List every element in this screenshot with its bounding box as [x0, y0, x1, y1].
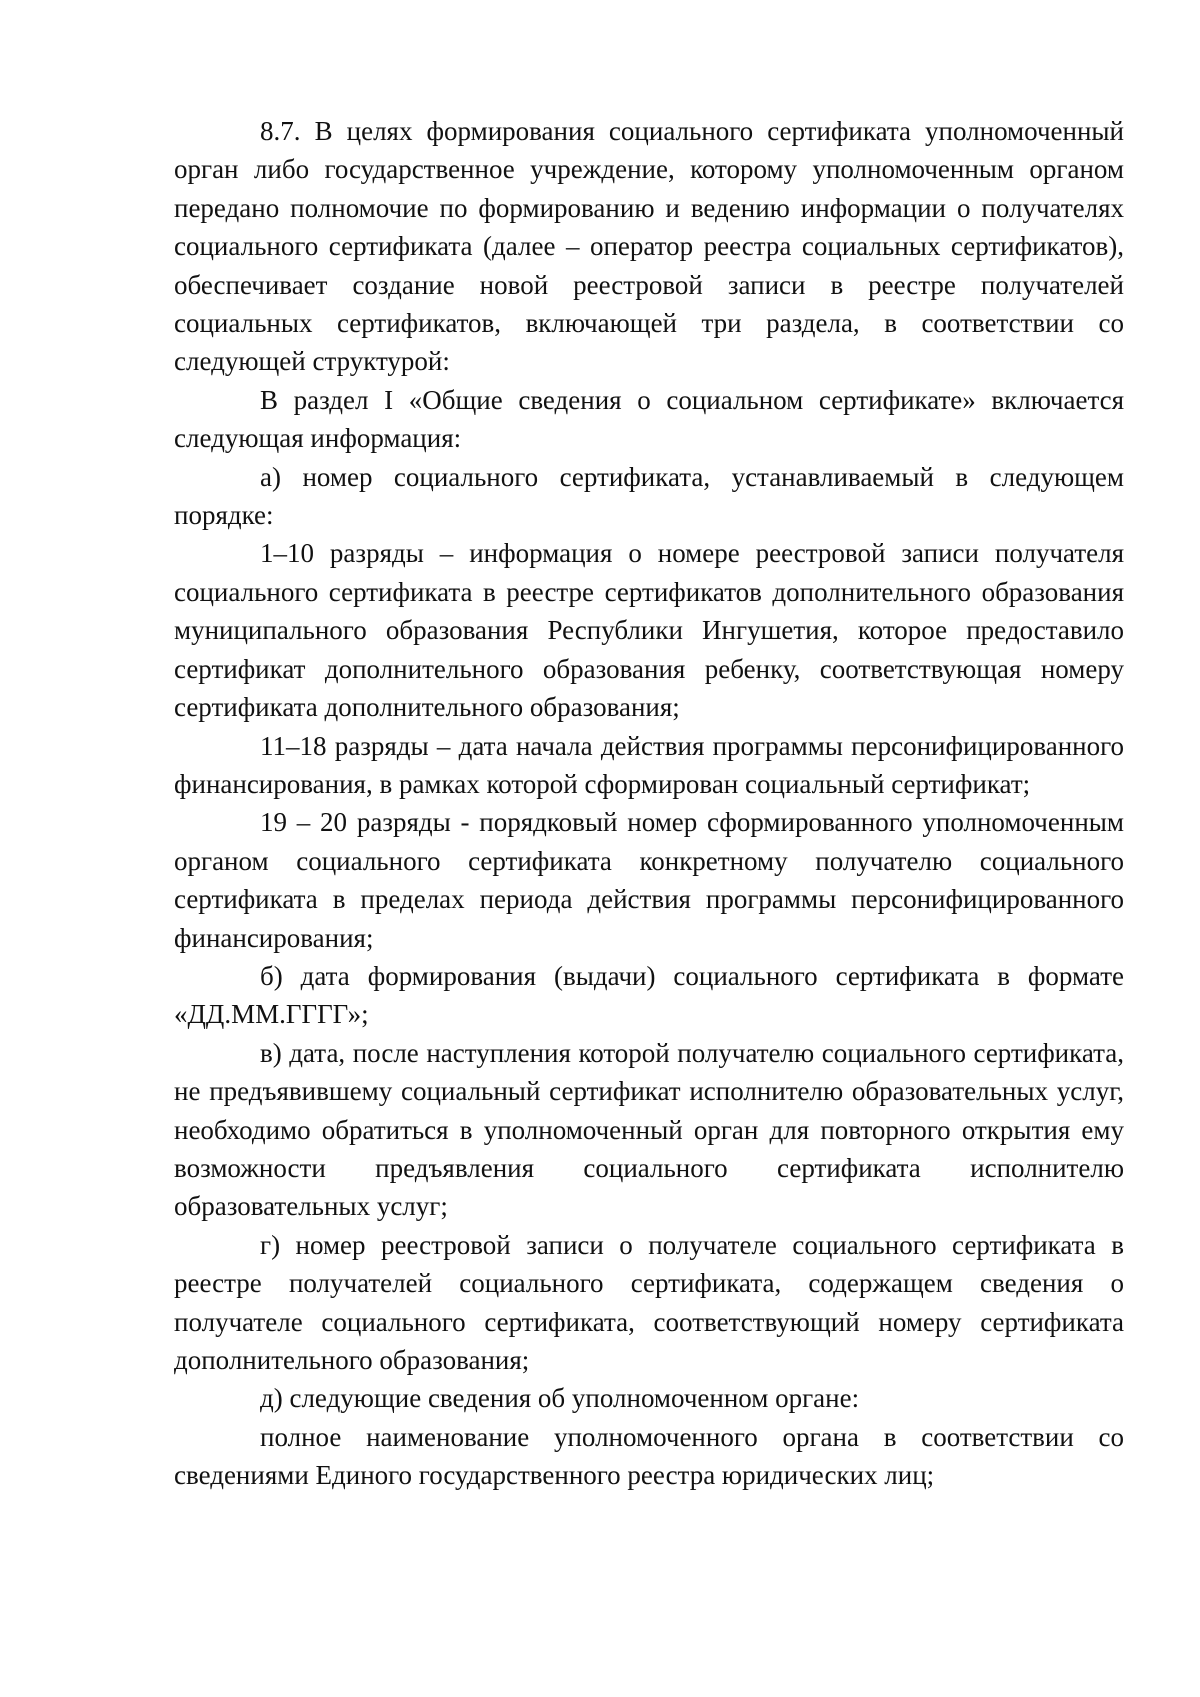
paragraph-digits-1-10: 1–10 разряды – информация о номере реестровой записи получателя социального сертификата в реестре сертификатов дополнительного образования муниципального образования Республики Ингушетия, которое предоставило сертификат дополнительного образования ребенку, соответствующая номеру сертификата дополнительного образования;: [174, 538, 1124, 723]
paragraph-item-a: а) номер социального сертификата, устанавливаемый в следующем порядке:: [174, 461, 1124, 531]
paragraph-item-g: г) номер реестровой записи о получателе социального сертификата в реестре получателей социального сертификата, содержащем сведения о получателе социального сертификата, соответствующий номеру сертификата дополнительного образования;: [174, 1229, 1124, 1375]
paragraph-section-1-intro: В раздел I «Общие сведения о социальном сертификате» включается следующая информация:: [174, 384, 1124, 454]
paragraph-full-name: полное наименование уполномоченного органа в соответствии со сведениями Единого государственного реестра юридических лиц;: [174, 1421, 1124, 1491]
document-body: [174, 112, 1124, 1495]
paragraph-digits-19-20: 19 – 20 разряды - порядковый номер сформированного уполномоченным органом социального сертификата конкретному получателю социального сертификата в пределах периода действия программы персонифицированного финансирования;: [174, 807, 1124, 953]
paragraph-digits-11-18: 11–18 разряды – дата начала действия программы персонифицированного финансирования, в рамках которой сформирован социальный сертификат;: [174, 730, 1124, 799]
paragraph-item-v: в) дата, после наступления которой получателю социального сертификата, не предъявившему социальный сертификат исполнителю образовательных услуг, необходимо обратиться в уполномоченный орган для повторного открытия ему возможности предъявления социального сертификата исполнителю образовательных услуг;: [174, 1037, 1124, 1222]
paragraph-item-b: б) дата формирования (выдачи) социального сертификата в формате «ДД.ММ.ГГГГ»;: [174, 960, 1124, 1030]
paragraph-item-d: д) следующие сведения об уполномоченном органе:: [260, 1383, 860, 1414]
paragraph-8-7: 8.7. В целях формирования социального сертификата уполномоченный орган либо государственное учреждение, которому уполномоченным органом передано полномочие по формированию и ведению информации о получателях социального сертификата (далее – оператор реестра социальных сертификатов), обеспечивает создание новой реестровой записи в реестре получателей социальных сертификатов, включающей три раздела, в соответствии со следующей структурой:: [174, 116, 1124, 377]
